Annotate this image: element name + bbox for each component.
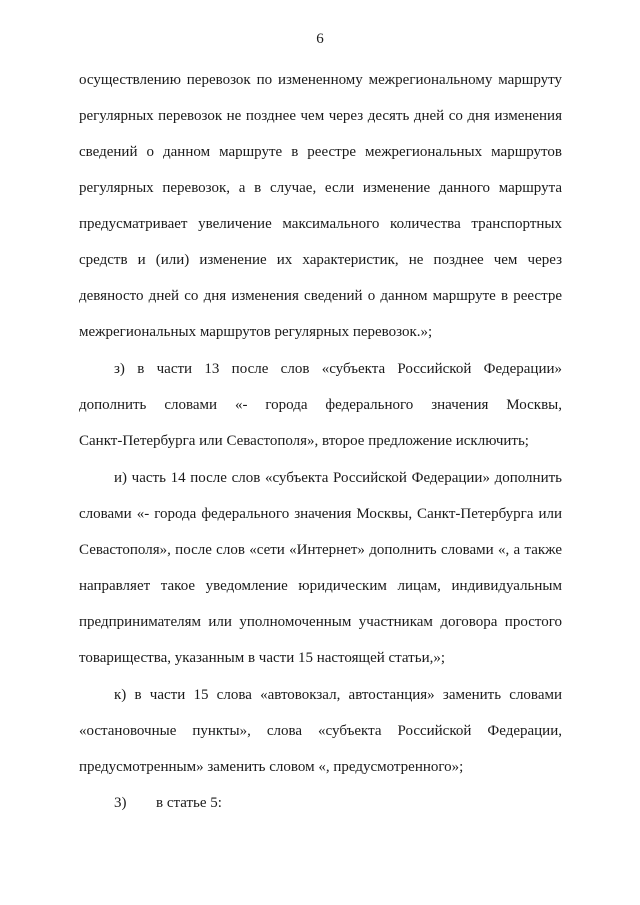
- text-line: предусматривает увеличение максимального количества транспортных: [79, 216, 562, 232]
- text-line: «остановочные пункты», слова «субъекта Российской Федерации,: [79, 723, 562, 739]
- text-line: осуществлению перевозок по измененному межрегиональному маршруту: [79, 72, 562, 88]
- text-line: товарищества, указанным в части 15 настоящей статьи,»;: [79, 650, 446, 666]
- item-number: 3): [114, 795, 127, 811]
- text-line: девяносто дней со дня изменения сведений о данном маршруте в реестре: [79, 288, 562, 304]
- text-line: межрегиональных маршрутов регулярных перевозок.»;: [79, 324, 433, 340]
- text-line: регулярных перевозок не позднее чем через десять дней со дня изменения: [79, 108, 562, 124]
- text-line: з) в части 13 после слов «субъекта Российской Федерации»: [114, 361, 562, 377]
- text-line: средств и (или) изменение их характеристик, не позднее чем через: [79, 252, 562, 268]
- text-line: и) часть 14 после слов «субъекта Российской Федерации» дополнить: [114, 470, 562, 486]
- text-line: предпринимателям или уполномоченным участникам договора простого: [79, 614, 562, 630]
- text-line: Севастополя», после слов «сети «Интернет» дополнить словами «, а также: [79, 542, 562, 558]
- page-number: 6: [316, 31, 324, 47]
- text-line: дополнить словами «- города федерального значения Москвы,: [79, 397, 562, 413]
- text-line: Санкт-Петербурга или Севастополя», второе предложение исключить;: [79, 433, 529, 449]
- text-line: к) в части 15 слова «автовокзал, автостанция» заменить словами: [114, 687, 562, 703]
- text-line: сведений о данном маршруте в реестре межрегиональных маршрутов: [79, 144, 562, 160]
- text-line: регулярных перевозок, а в случае, если изменение данного маршрута: [79, 180, 562, 196]
- item-text: в статье 5:: [156, 795, 222, 811]
- text-line: словами «- города федерального значения Москвы, Санкт-Петербурга или: [79, 506, 562, 522]
- text-line: предусмотренным» заменить словом «, предусмотренного»;: [79, 759, 464, 775]
- text-line: направляет такое уведомление юридическим лицам, индивидуальным: [79, 578, 562, 594]
